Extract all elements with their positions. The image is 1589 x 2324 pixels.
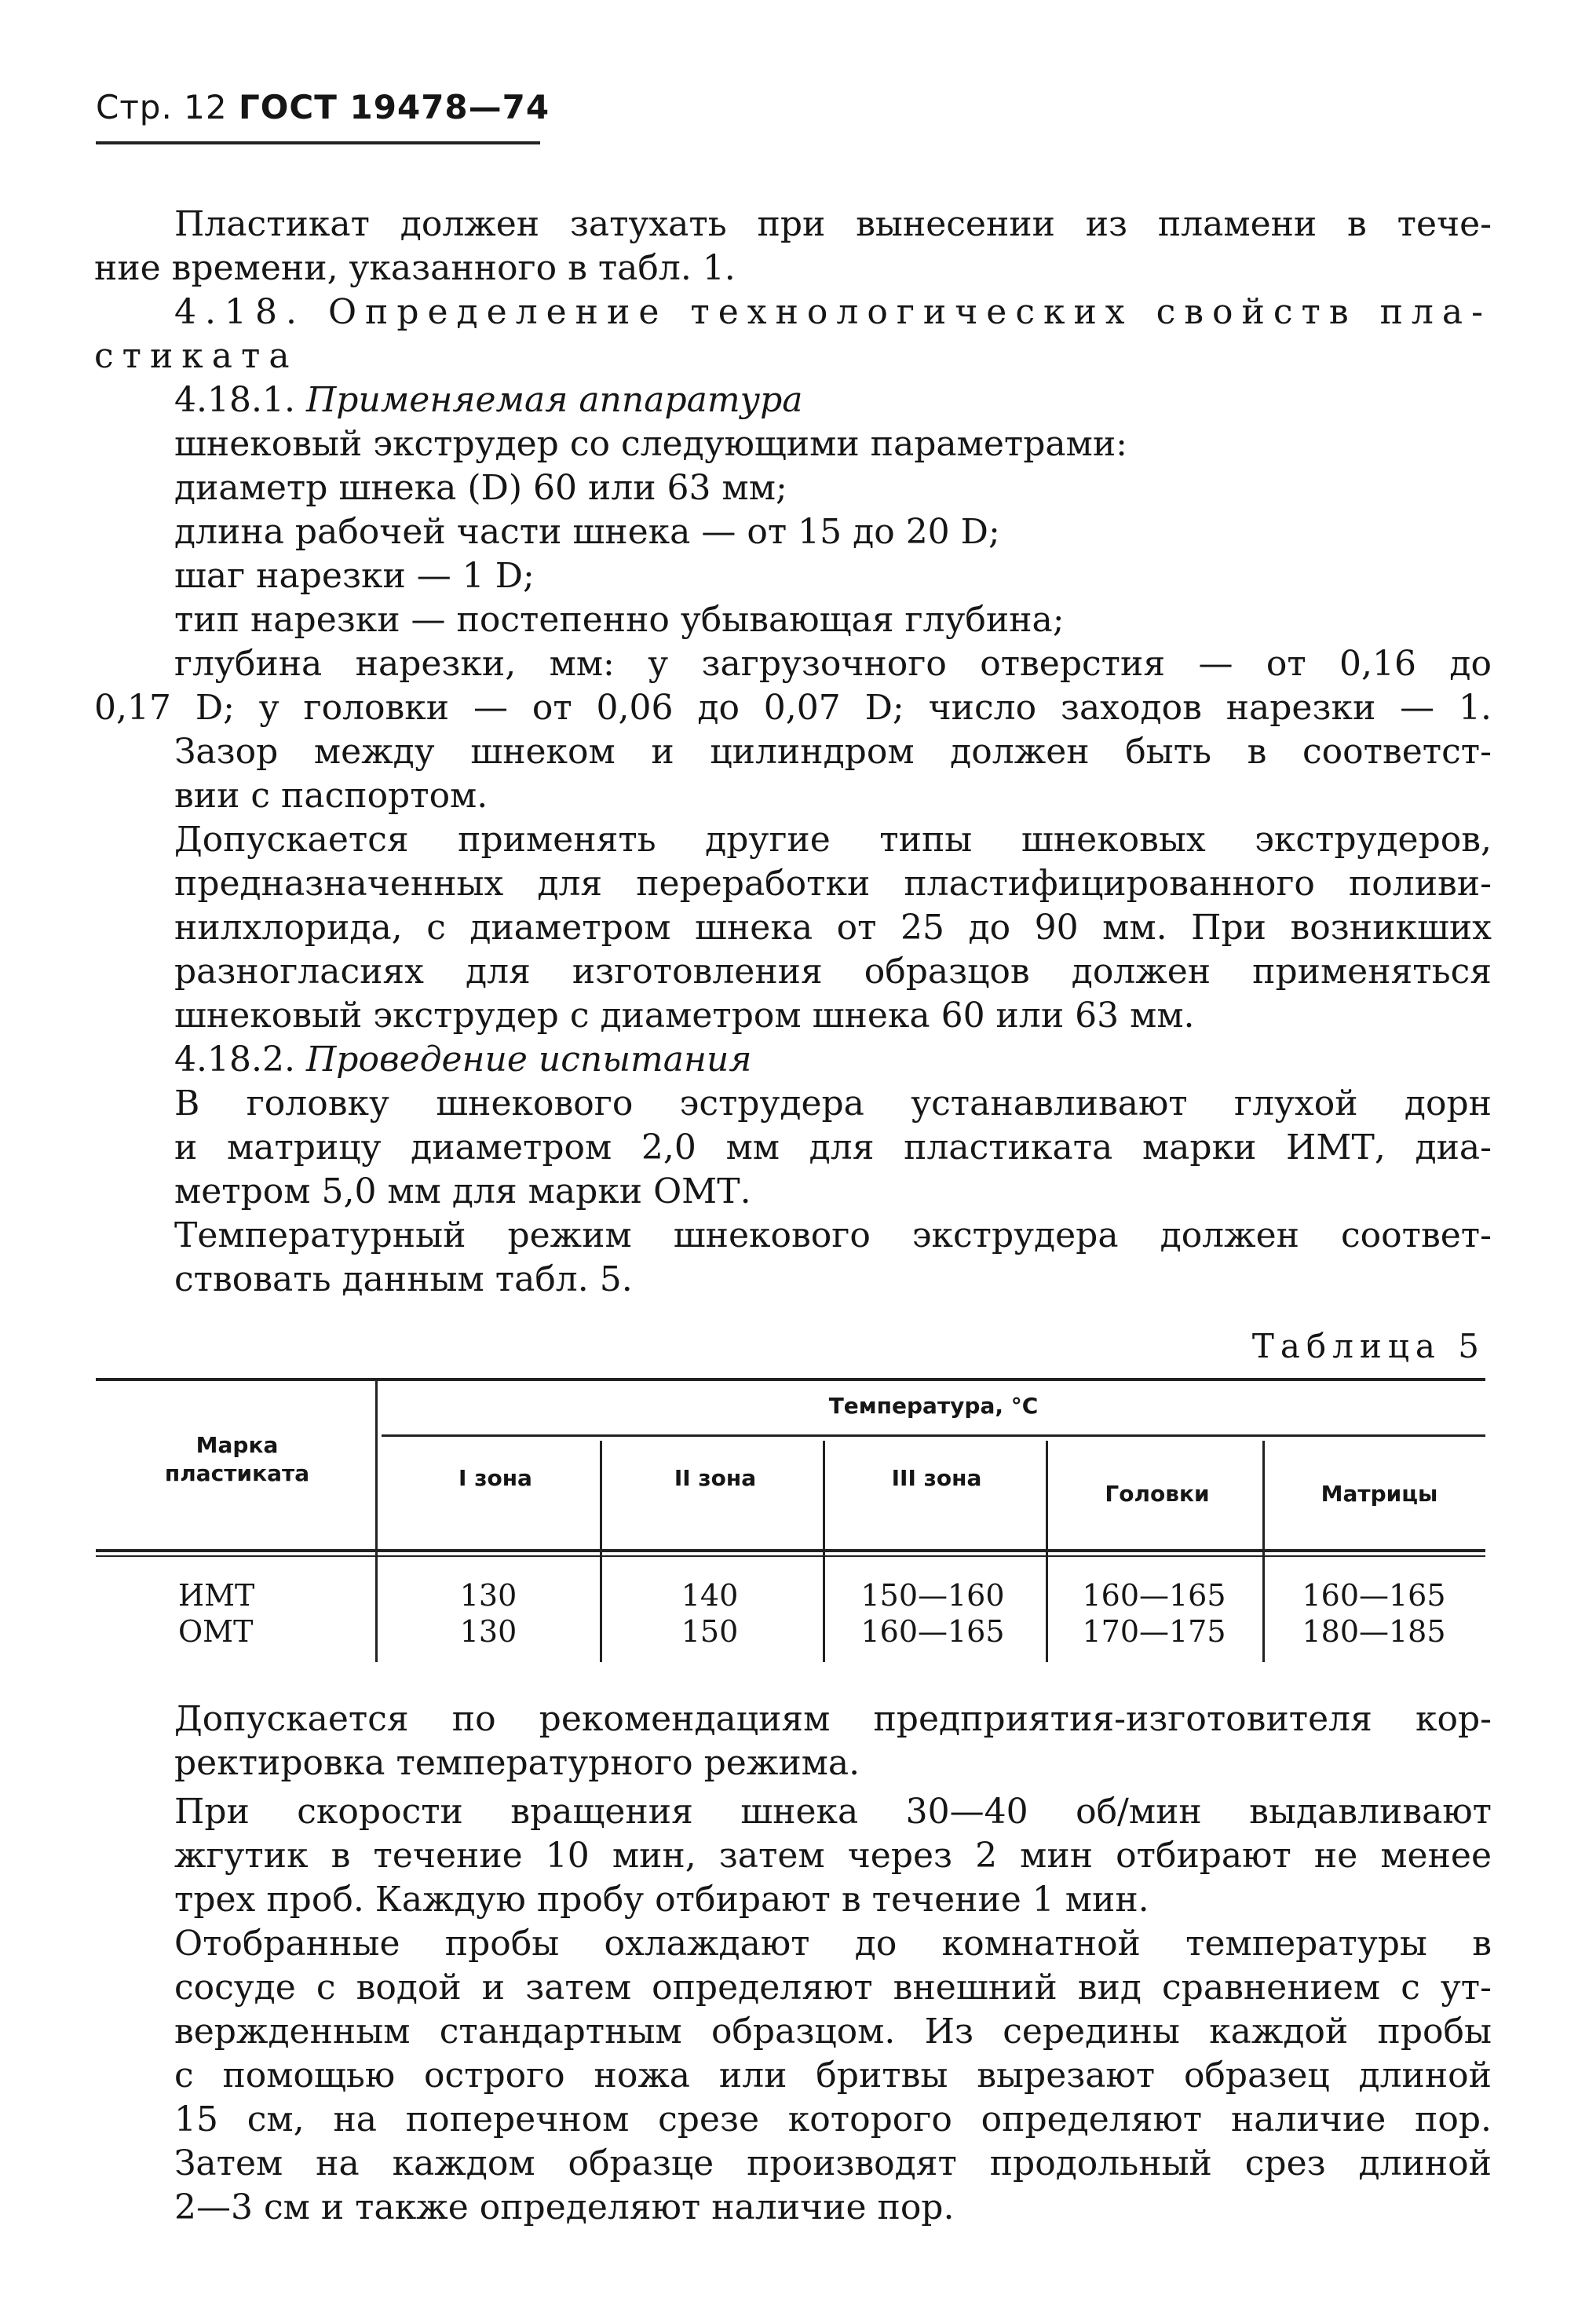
text-line: вии с паспортом. <box>174 776 488 816</box>
text-line: и матрицу диаметром 2,0 мм для пластиката марки ИМТ, диа- <box>174 1127 1492 1167</box>
text-line: Пластикат должен затухать при вынесении из пламени в тече- <box>174 204 1492 244</box>
table-cell: 160—165 <box>860 1614 1005 1649</box>
column-header-zone-1: I зона <box>458 1465 532 1491</box>
text-line: Отобранные пробы охлаждают до комнатной температуры в <box>174 1924 1492 1964</box>
text-line <box>174 378 803 422</box>
column-header-heads: Головки <box>1105 1481 1210 1507</box>
text-line: 4.18. Определение технологических свойств пла- <box>174 292 1492 332</box>
text-line <box>174 1038 751 1082</box>
standard-number: ГОСТ 19478—74 <box>238 88 550 126</box>
page-number: Стр. 12 <box>96 88 228 126</box>
column-divider <box>823 1441 825 1662</box>
subsection-title: Проведение испытания <box>305 1040 752 1080</box>
table-cell-brand: ОМТ <box>178 1614 254 1649</box>
text-line: вержденным стандартным образцом. Из середины каждой пробы <box>174 2012 1492 2052</box>
text-line: 15 см, на поперечном срезе которого определяют наличие пор. <box>174 2099 1492 2139</box>
table-header-rule <box>96 1549 1485 1552</box>
subsection-title: Применяемая аппаратура <box>305 380 803 420</box>
list-item: диаметр шнека (D) 60 или 63 мм; <box>174 468 787 508</box>
text-line: трех проб. Каждую пробу отбирают в течение 1 мин. <box>174 1880 1149 1920</box>
text-line: ствовать данным табл. 5. <box>174 1259 633 1299</box>
subsection-number: 4.18.1. <box>174 380 295 420</box>
column-header-zone-2: II зона <box>674 1465 757 1491</box>
table-cell: 150 <box>681 1614 739 1649</box>
table-cell: 160—165 <box>1302 1578 1446 1613</box>
column-header-brand: Марка пластиката <box>164 1432 310 1486</box>
list-item: длина рабочей части шнека — от 15 до 20 D; <box>174 512 1000 552</box>
text-line: предназначенных для переработки пластифицированного поливи- <box>174 864 1492 904</box>
text-line: стиката <box>94 336 298 376</box>
text-line: нилхлорида, с диаметром шнека от 25 до 90 мм. При возникших <box>174 908 1492 948</box>
list-item: 0,17 D; у головки — от 0,06 до 0,07 D; число заходов нарезки — 1. <box>94 688 1492 728</box>
text-line: жгутик в течение 10 мин, затем через 2 мин отбирают не менее <box>174 1836 1492 1876</box>
column-divider <box>375 1378 378 1662</box>
text-line: При скорости вращения шнека 30—40 об/мин выдавливают <box>174 1792 1492 1832</box>
list-item: шаг нарезки — 1 D; <box>174 556 535 596</box>
column-divider <box>600 1441 602 1662</box>
text-line: ректировка температурного режима. <box>174 1743 860 1783</box>
table-caption: Таблица 5 <box>1251 1327 1485 1365</box>
table-cell: 150—160 <box>860 1578 1005 1613</box>
column-header-temperature: Температура, °С <box>828 1393 1039 1419</box>
list-item: тип нарезки — постепенно убывающая глубина; <box>174 600 1065 640</box>
text-line: Зазор между шнеком и цилиндром должен быть в соответст- <box>174 732 1492 772</box>
table-cell: 160—165 <box>1082 1578 1226 1613</box>
header-rule <box>96 141 540 144</box>
table-cell-brand: ИМТ <box>178 1578 255 1613</box>
table-cell: 170—175 <box>1082 1614 1226 1649</box>
text-line: ние времени, указанного в табл. 1. <box>94 248 736 288</box>
table-cell: 130 <box>459 1614 517 1649</box>
column-divider <box>1046 1441 1048 1662</box>
running-head <box>96 88 550 126</box>
table-header-rule-double <box>96 1555 1485 1557</box>
text-line: Допускается применять другие типы шнековых экструдеров, <box>174 820 1492 860</box>
table-cell: 140 <box>681 1578 739 1613</box>
column-divider <box>1262 1441 1265 1662</box>
column-header-dies: Матрицы <box>1321 1481 1438 1507</box>
table-cell: 180—185 <box>1302 1614 1446 1649</box>
table-cell: 130 <box>459 1578 517 1613</box>
text-line: 2—3 см и также определяют наличие пор. <box>174 2187 955 2227</box>
text-line: Допускается по рекомендациям предприятия-изготовителя кор- <box>174 1699 1492 1739</box>
text-line: метром 5,0 мм для марки ОМТ. <box>174 1171 751 1211</box>
text-line: В головку шнекового эструдера устанавливают глухой дорн <box>174 1083 1492 1124</box>
column-header-zone-3: III зона <box>891 1465 982 1491</box>
text-line: с помощью острого ножа или бритвы вырезают образец длиной <box>174 2055 1492 2096</box>
text-line: Затем на каждом образце производят продольный срез длиной <box>174 2143 1492 2183</box>
text-line: разногласиях для изготовления образцов должен применяться <box>174 952 1492 992</box>
list-item: глубина нарезки, мм: у загрузочного отверстия — от 0,16 до <box>174 644 1492 684</box>
text-line: Температурный режим шнекового экструдера должен соответ- <box>174 1215 1492 1255</box>
text-line: сосуде с водой и затем определяют внешний вид сравнением с ут- <box>174 1968 1492 2008</box>
subsection-number: 4.18.2. <box>174 1040 295 1080</box>
text-line: шнековый экструдер с диаметром шнека 60 или 63 мм. <box>174 996 1195 1036</box>
temperature-table <box>96 1378 1485 1668</box>
table-group-rule <box>382 1434 1485 1437</box>
table-top-rule <box>96 1378 1485 1381</box>
list-item: шнековый экструдер со следующими параметрами: <box>174 424 1127 464</box>
